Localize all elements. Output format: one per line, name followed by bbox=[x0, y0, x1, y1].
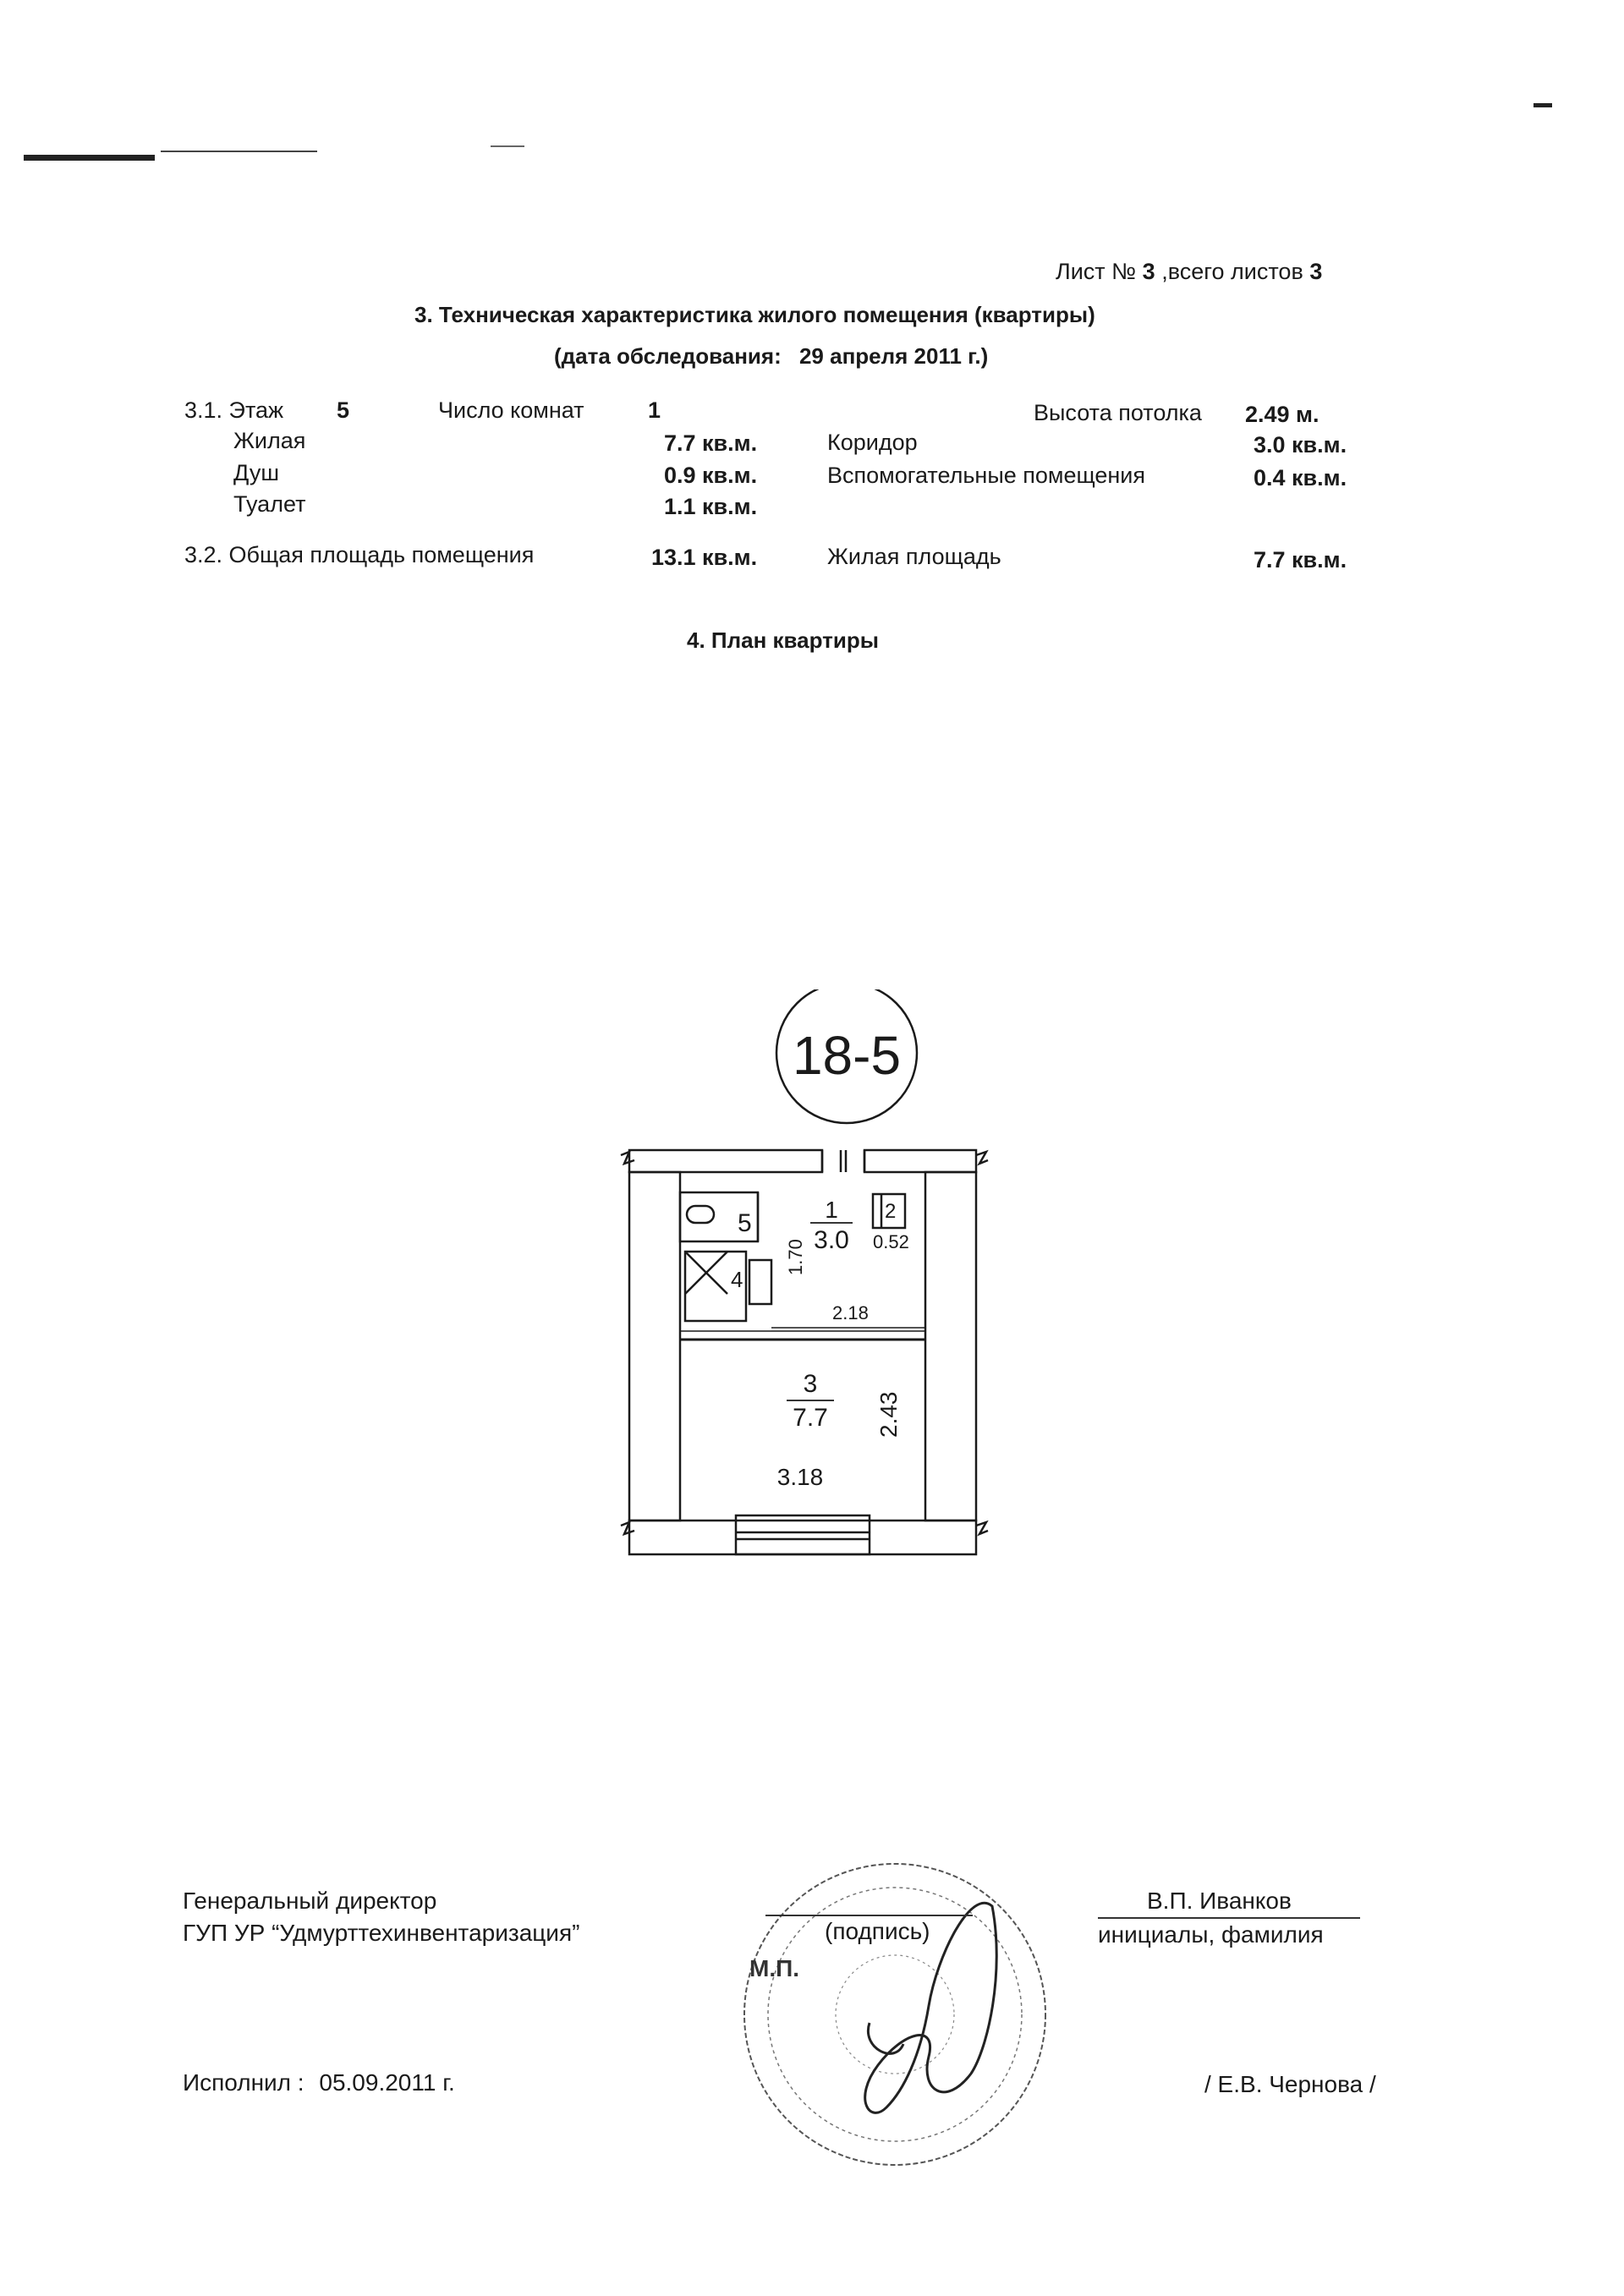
toilet-label: Туалет bbox=[233, 491, 306, 517]
living-value: 7.7 кв.м. bbox=[664, 430, 758, 456]
executed bbox=[183, 2069, 455, 2096]
living-area-value: 7.7 кв.м. bbox=[1254, 547, 1347, 573]
corridor-value: 3.0 кв.м. bbox=[1254, 432, 1347, 458]
sheets-total: 3 bbox=[1309, 259, 1323, 284]
break-mark-top-right bbox=[976, 1152, 988, 1164]
section4-title: 4. План квартиры bbox=[687, 627, 879, 653]
survey-date-value: 29 апреля 2011 г.) bbox=[798, 343, 989, 369]
scan-mark-top-dash bbox=[491, 145, 524, 147]
break-mark-bottom-right bbox=[976, 1522, 988, 1534]
shower-door bbox=[749, 1260, 771, 1304]
wall-bottom bbox=[629, 1521, 976, 1554]
apartment-id: 18-5 bbox=[792, 1025, 902, 1086]
survey-date-label: (дата обследования: bbox=[554, 343, 782, 369]
executed-label: Исполнил : bbox=[183, 2069, 304, 2096]
dim-2-43: 2.43 bbox=[875, 1391, 902, 1438]
total-value: 13.1 кв.м. bbox=[651, 545, 758, 570]
living-area-label: Жилая площадь bbox=[827, 544, 1001, 569]
seal-stamp bbox=[734, 1854, 1056, 2175]
scan-mark-top-right bbox=[1533, 103, 1552, 107]
sheets-total-label: ,всего листов bbox=[1161, 259, 1303, 284]
sheet-number: 3 bbox=[1142, 259, 1155, 284]
ceiling-value: 2.49 м. bbox=[1245, 402, 1320, 427]
floor-label: 3.1. Этаж bbox=[184, 397, 284, 423]
corridor-label: Коридор bbox=[827, 430, 918, 455]
scan-mark-top-line bbox=[161, 151, 317, 152]
wall-right bbox=[925, 1172, 976, 1521]
dim-1-70: 1.70 bbox=[785, 1239, 806, 1275]
seal-outer-ring bbox=[744, 1864, 1045, 2165]
sheet-label: Лист № bbox=[1056, 259, 1137, 284]
room-5-number: 5 bbox=[738, 1209, 752, 1237]
room-3-number: 3 bbox=[803, 1370, 818, 1398]
signature-line bbox=[765, 1915, 973, 1916]
wall-left bbox=[629, 1172, 680, 1521]
rooms-label: Число комнат bbox=[438, 397, 584, 423]
total-label: 3.2. Общая площадь помещения bbox=[184, 542, 535, 567]
organization: ГУП УР “Удмурттехинвентаризация” bbox=[183, 1920, 580, 1946]
floor-value: 5 bbox=[337, 397, 350, 423]
living-label: Жилая bbox=[233, 428, 306, 453]
aux-value: 0.4 кв.м. bbox=[1254, 465, 1347, 490]
executed-date: 05.09.2011 г. bbox=[319, 2069, 455, 2096]
shower-label: Душ bbox=[233, 460, 280, 485]
toilet-bowl bbox=[687, 1206, 714, 1223]
floor-plan bbox=[617, 989, 990, 1590]
scan-mark-top-left bbox=[24, 155, 155, 161]
ceiling-label: Высота потолка bbox=[1034, 400, 1202, 425]
director-name-line bbox=[1098, 1917, 1360, 1919]
sheet-info bbox=[1056, 259, 1322, 285]
dim-2-18: 2.18 bbox=[832, 1302, 869, 1323]
break-mark-top-left bbox=[621, 1152, 634, 1164]
wall-top-left bbox=[629, 1150, 822, 1172]
room-3-area: 7.7 bbox=[793, 1404, 828, 1432]
break-mark-bottom-left bbox=[621, 1522, 634, 1534]
room-4-number: 4 bbox=[731, 1267, 743, 1292]
toilet-value: 1.1 кв.м. bbox=[664, 494, 758, 519]
executor-name: / Е.В. Чернова / bbox=[1204, 2071, 1376, 2097]
room-1-number: 1 bbox=[825, 1197, 838, 1223]
rooms-value: 1 bbox=[648, 397, 661, 423]
wall-top-right bbox=[864, 1150, 976, 1172]
aux-label: Вспомогательные помещения bbox=[827, 463, 1145, 488]
room-2-area: 0.52 bbox=[873, 1231, 909, 1252]
director-title: Генеральный директор bbox=[183, 1888, 437, 1914]
shower-value: 0.9 кв.м. bbox=[664, 463, 758, 488]
dim-3-18: 3.18 bbox=[776, 1464, 824, 1490]
signature-label: (подпись) bbox=[825, 1918, 930, 1944]
director-name: В.П. Иванков bbox=[1147, 1888, 1292, 1914]
initials-label: инициалы, фамилия bbox=[1098, 1921, 1324, 1948]
section3-title: 3. Техническая характеристика жилого помещения (квартиры) bbox=[414, 302, 1095, 327]
survey-date bbox=[554, 343, 988, 370]
room-2-number: 2 bbox=[885, 1200, 897, 1223]
seal-label: М.П. bbox=[749, 1955, 800, 1981]
room-1-area: 3.0 bbox=[814, 1226, 849, 1254]
